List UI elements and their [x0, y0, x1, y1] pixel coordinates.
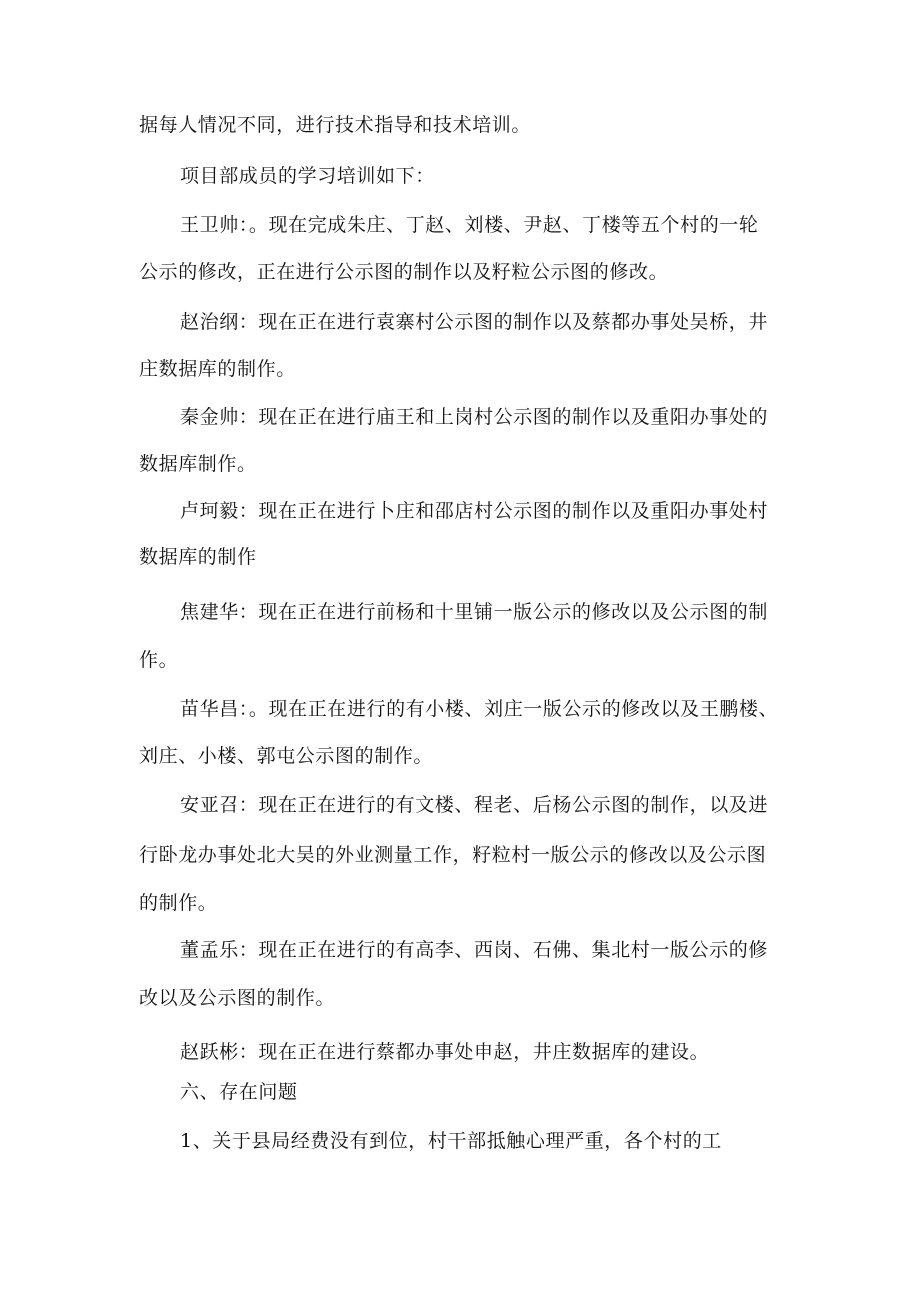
paragraph-line: 行卧龙办事处北大吴的外业测量工作，籽粒村一版公示的修改以及公示图 — [139, 844, 767, 866]
paragraph-line: 秦金帅：现在正在进行庙王和上岗村公示图的制作以及重阳办事处的 — [180, 406, 769, 428]
paragraph-line: 数据库制作。 — [139, 453, 257, 475]
paragraph-line: 改以及公示图的制作。 — [139, 987, 336, 1009]
paragraph-line: 赵治纲：现在正在进行袁寨村公示图的制作以及蔡都办事处吴桥，井 — [180, 311, 769, 333]
paragraph-line: 公示的修改，正在进行公示图的制作以及籽粒公示图的修改。 — [139, 261, 669, 283]
paragraph-line: 刘庄、小楼、郭屯公示图的制作。 — [139, 745, 434, 767]
paragraph-line: 赵跃彬：现在正在进行蔡都办事处申赵，井庄数据库的建设。 — [180, 1041, 710, 1063]
paragraph-line: 董孟乐：现在正在进行的有高李、西岗、石佛、集北村一版公示的修 — [180, 939, 769, 961]
paragraph-line: 安亚召：现在正在进行的有文楼、程老、后杨公示图的制作，以及进 — [180, 794, 769, 816]
paragraph-line: 庄数据库的制作。 — [139, 358, 296, 380]
paragraph-line: 1、关于县局经费没有到位，村干部抵触心理严重，各个村的工 — [180, 1130, 722, 1152]
paragraph-line: 作。 — [139, 649, 179, 671]
section-heading: 六、存在问题 — [180, 1081, 298, 1103]
paragraph-line: 苗华昌：。现在正在进行的有小楼、刘庄一版公示的修改以及王鹏楼、 — [180, 698, 779, 720]
paragraph-line: 据每人情况不同，进行技术指导和技术培训。 — [139, 114, 532, 136]
paragraph-line: 卢珂毅：现在正在进行卜庄和邵店村公示图的制作以及重阳办事处村 — [180, 500, 769, 522]
paragraph-line: 王卫帅：。现在完成朱庄、丁赵、刘楼、尹赵、丁楼等五个村的一轮 — [180, 214, 759, 236]
paragraph-line: 数据库的制作 — [139, 546, 257, 568]
paragraph-line: 的制作。 — [139, 892, 218, 914]
paragraph-line: 项目部成员的学习培训如下： — [180, 165, 435, 187]
paragraph-line: 焦建华：现在正在进行前杨和十里铺一版公示的修改以及公示图的制 — [180, 601, 769, 623]
